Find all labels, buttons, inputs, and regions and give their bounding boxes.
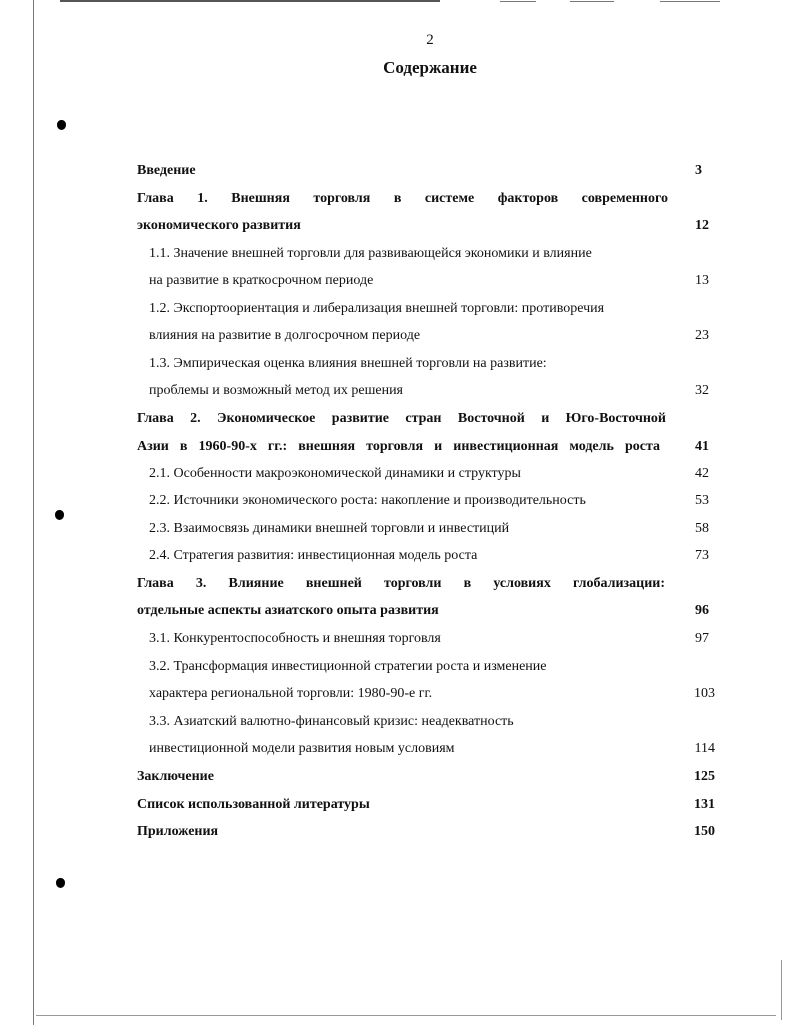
toc-page: 73	[695, 548, 709, 563]
toc-label: Глава 1. Внешняя торговля в системе факторов современного	[137, 191, 668, 206]
toc-entry-chapter-1[interactable]	[0, 215, 794, 237]
toc-page: 125	[694, 769, 715, 784]
toc-entry-section-1-3[interactable]	[0, 353, 794, 375]
toc-entry-section-1-3[interactable]	[0, 380, 794, 402]
toc-label: 2.4. Стратегия развития: инвестиционная модель роста	[149, 548, 478, 563]
toc-page: 32	[695, 383, 709, 398]
toc-entry-chapter-3[interactable]	[0, 600, 794, 622]
toc-entry-chapter-3[interactable]	[0, 573, 794, 595]
toc-label: отдельные аспекты азиатского опыта развития	[137, 603, 439, 618]
toc-entry-section-3-3[interactable]	[0, 738, 794, 760]
toc-entry-section-2-4[interactable]	[0, 545, 794, 567]
toc-label: Приложения	[137, 824, 219, 839]
binder-hole-mark	[56, 878, 65, 888]
toc-label: 2.1. Особенности макроэкономической динамики и структуры	[149, 466, 521, 481]
toc-label: характера региональной торговли: 1980-90-е гг.	[149, 686, 433, 701]
toc-label: Азии в 1960-90-х гг.: внешняя торговля и инвестиционная модель роста	[137, 439, 660, 454]
toc-label: Глава 3. Влияние внешней торговли в условиях глобализации:	[137, 576, 665, 591]
toc-page: 150	[694, 824, 715, 839]
page-number: 2	[426, 32, 434, 48]
toc-entry-section-3-2[interactable]	[0, 656, 794, 678]
toc-label: Глава 2. Экономическое развитие стран Восточной и Юго-Восточной	[137, 411, 666, 426]
toc-label: инвестиционной модели развития новым условиям	[149, 741, 455, 756]
toc-label: влияния на развитие в долгосрочном периоде	[149, 328, 421, 343]
scan-edge-right	[781, 960, 782, 1020]
scan-edge-bottom	[36, 1015, 776, 1016]
toc-label: 2.3. Взаимосвязь динамики внешней торговли и инвестиций	[149, 521, 510, 536]
toc-page: 53	[695, 493, 709, 508]
toc-page: 3	[695, 163, 702, 178]
toc-entry-section-2-2[interactable]	[0, 490, 794, 512]
toc-page: 58	[695, 521, 709, 536]
toc-entry-section-1-1[interactable]	[0, 270, 794, 292]
toc-entry-section-3-2[interactable]	[0, 683, 794, 705]
toc-page: 114	[694, 741, 715, 756]
toc-label: на развитие в краткосрочном периоде	[149, 273, 374, 288]
toc-label: Список использованной литературы	[137, 797, 370, 812]
toc-label: 3.3. Азиатский валютно-финансовый кризис: неадекватность	[149, 714, 514, 729]
toc-entry-section-2-3[interactable]	[0, 518, 794, 540]
toc-label: 1.2. Экспортоориентация и либерализация внешней торговли: противоречия	[149, 301, 605, 316]
toc-entry-appendix[interactable]	[0, 821, 794, 843]
page-title: Содержание	[383, 58, 477, 77]
scan-edge-top	[500, 1, 536, 2]
scan-edge-left	[33, 0, 34, 1025]
toc-label: 3.2. Трансформация инвестиционной стратегии роста и изменение	[149, 659, 547, 674]
toc-page: 103	[694, 686, 715, 701]
toc-entry-section-1-2[interactable]	[0, 325, 794, 347]
toc-entry-chapter-1[interactable]	[0, 188, 794, 210]
toc-entry-chapter-2[interactable]	[0, 408, 794, 430]
toc-page: 96	[695, 603, 709, 618]
toc-entry-chapter-2[interactable]	[0, 436, 794, 458]
toc-entry-section-3-1[interactable]	[0, 628, 794, 650]
toc-label: проблемы и возможный метод их решения	[149, 383, 403, 398]
toc-label: Введение	[137, 163, 196, 178]
toc-entry-section-1-1[interactable]	[0, 243, 794, 265]
toc-page: 23	[695, 328, 709, 343]
toc-entry-intro[interactable]	[0, 160, 794, 182]
toc-label: экономического развития	[137, 218, 301, 233]
toc-page: 131	[694, 797, 715, 812]
scan-edge-top	[570, 1, 614, 2]
toc-label: 1.3. Эмпирическая оценка влияния внешней торговли на развитие:	[149, 356, 547, 371]
toc-page: 12	[695, 218, 709, 233]
toc-page: 13	[695, 273, 709, 288]
binder-hole-mark	[57, 120, 66, 130]
toc-entry-section-3-3[interactable]	[0, 711, 794, 733]
toc-entry-conclusion[interactable]	[0, 766, 794, 788]
toc-label: Заключение	[137, 769, 214, 784]
toc-page: 42	[695, 466, 709, 481]
toc-label: 2.2. Источники экономического роста: накопление и производительность	[149, 493, 586, 508]
toc-page: 97	[695, 631, 709, 646]
toc-page: 41	[695, 439, 709, 454]
scan-edge-top	[660, 1, 720, 2]
scan-edge-top	[60, 0, 440, 2]
toc-entry-section-2-1[interactable]	[0, 463, 794, 485]
toc-entry-section-1-2[interactable]	[0, 298, 794, 320]
toc-entry-references[interactable]	[0, 794, 794, 816]
toc-label: 1.1. Значение внешней торговли для развивающейся экономики и влияние	[149, 246, 592, 261]
toc-label: 3.1. Конкурентоспособность и внешняя торговля	[149, 631, 441, 646]
